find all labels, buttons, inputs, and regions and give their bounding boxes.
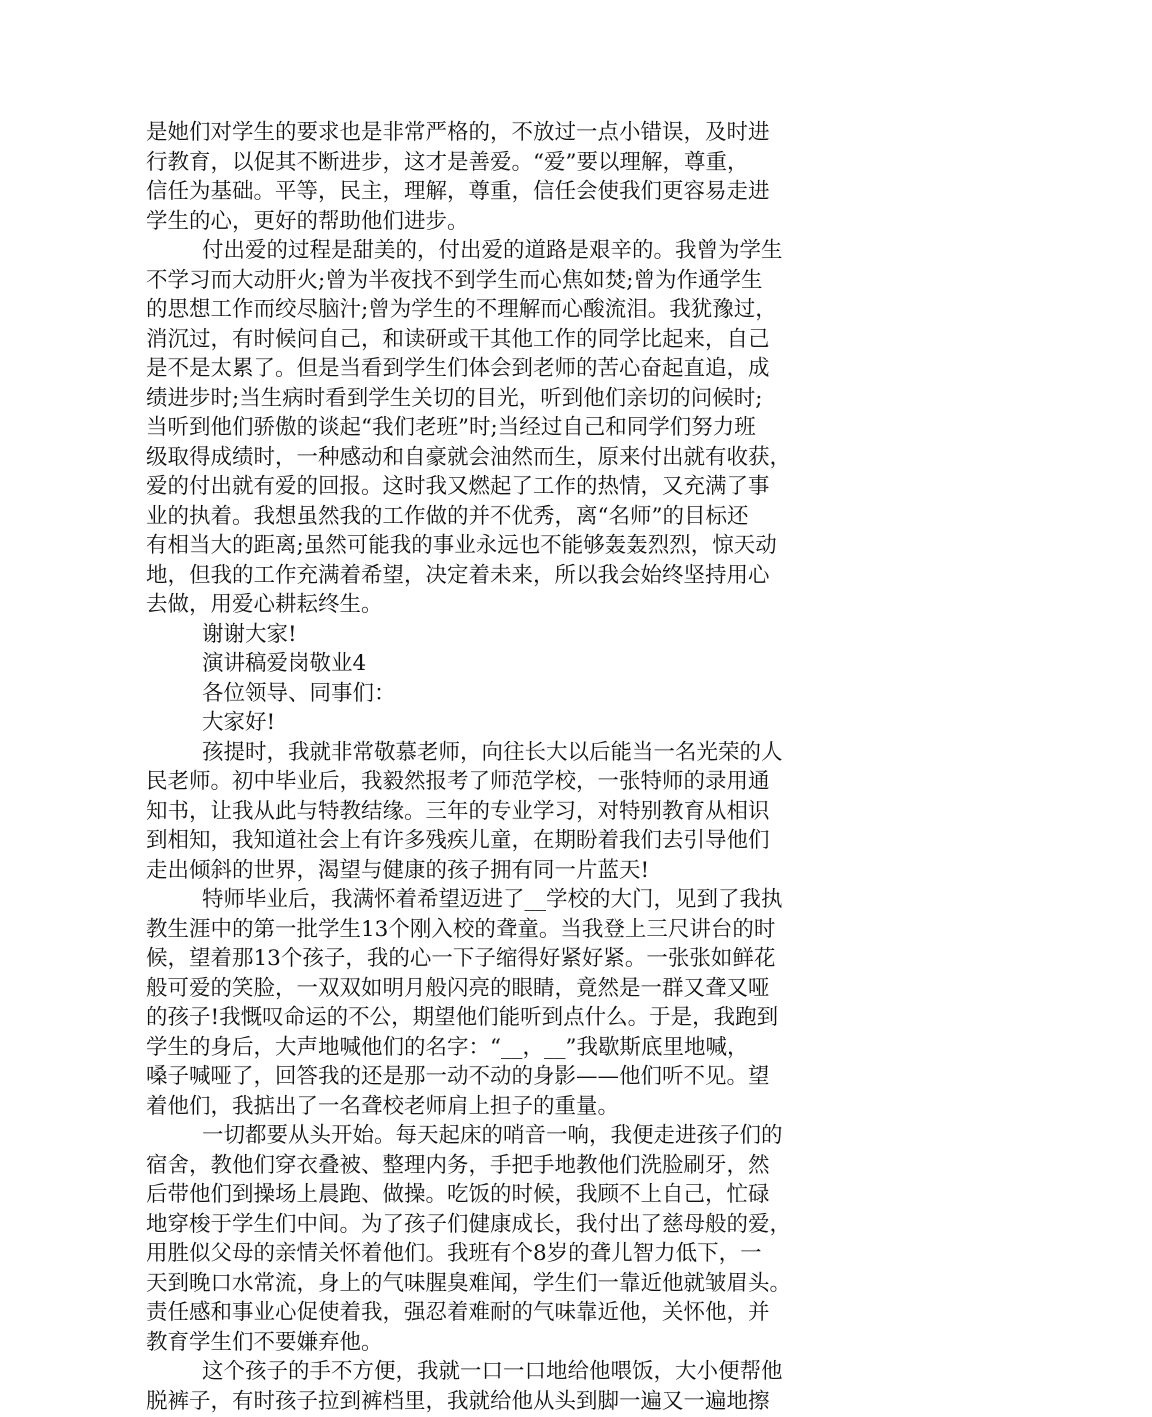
paragraph-first-line: 特师毕业后，我满怀着希望迈进了__学校的大门，见到了我执 [202, 887, 783, 912]
paragraph-first-line: 各位领导、同事们： [202, 680, 396, 706]
text-line: 绩进步时;当生病时看到学生关切的目光，听到他们亲切的问候时; [146, 385, 763, 411]
text-line: 后带他们到操场上晨跑、做操。吃饭的时候，我顾不上自己，忙碌 [146, 1182, 770, 1207]
text-line: 地，但我的工作充满着希望，决定着未来，所以我会始终坚持用心 [146, 562, 770, 588]
text-line: 信任为基础。平等，民主，理解，尊重，信任会使我们更容易走进 [146, 179, 770, 204]
text-line: 消沉过，有时候问自己，和读研或干其他工作的同学比起来，自己 [146, 326, 770, 352]
text-line: 的孩子!我慨叹命运的不公，期望他们能听到点什么。于是，我跑到 [146, 1005, 779, 1030]
text-line: 不学习而大动肝火;曾为半夜找不到学生而心焦如焚;曾为作通学生 [146, 267, 763, 293]
text-line: 去做，用爱心耕耘终生。 [146, 592, 383, 617]
text-line: 教生涯中的第一批学生13个刚入校的聋童。当我登上三尺讲台的时 [146, 916, 776, 942]
text-line: 行教育，以促其不断进步，这才是善爱。“爱”要以理解，尊重， [146, 149, 749, 175]
paragraph-first-line: 大家好! [202, 710, 276, 735]
text-line: 是她们对学生的要求也是非常严格的，不放过一点小错误，及时进 [146, 120, 770, 145]
text-line: 用胜似父母的亲情关怀着他们。我班有个8岁的聋儿智力低下，一 [146, 1241, 762, 1266]
text-line: 天到晚口水常流，身上的气味腥臭难闻，学生们一靠近他就皱眉头。 [146, 1270, 792, 1296]
paragraph-first-line: 这个孩子的手不方便，我就一口一口地给他喂饭，大小便帮他 [202, 1359, 783, 1384]
paragraph-first-line: 谢谢大家! [202, 621, 297, 647]
text-line: 学生的身后，大声地喊他们的名字：“__，__”我歇斯底里地喊， [146, 1034, 749, 1060]
text-line: 脱裤子，有时孩子拉到裤档里，我就给他从头到脚一遍又一遍地擦 [146, 1388, 770, 1414]
text-line: 业的执着。我想虽然我的工作做的并不优秀，离“名师”的目标还 [146, 503, 749, 529]
text-line: 宿舍，教他们穿衣叠被、整理内务，手把手地教他们洗脸刷牙，然 [146, 1152, 770, 1178]
text-line: 是不是太累了。但是当看到学生们体会到老师的苦心奋起直追，成 [146, 356, 770, 381]
text-line: 嗓子喊哑了，回答我的还是那一动不动的身影——他们听不见。望 [146, 1064, 770, 1089]
text-line: 地穿梭于学生们中间。为了孩子们健康成长，我付出了慈母般的爱， [146, 1211, 792, 1237]
text-line: 知书，让我从此与特教结缘。三年的专业学习，对特别教育从相识 [146, 798, 770, 824]
text-line: 着他们，我掂出了一名聋校老师肩上担子的重量。 [146, 1093, 620, 1119]
text-line: 学生的心，更好的帮助他们进步。 [146, 208, 469, 234]
text-line: 有相当大的距离;虽然可能我的事业永远也不能够轰轰烈烈，惊天动 [146, 533, 777, 558]
paragraph-first-line: 一切都要从头开始。每天起床的哨音一响，我便走进孩子们的 [202, 1123, 783, 1148]
text-line: 到相知，我知道社会上有许多残疾儿童，在期盼着我们去引导他们 [146, 828, 770, 853]
text-line: 民老师。初中毕业后，我毅然报考了师范学校，一张特师的录用通 [146, 769, 770, 794]
paragraph-first-line: 付出爱的过程是甜美的，付出爱的道路是艰辛的。我曾为学生 [202, 238, 783, 263]
text-line: 教育学生们不要嫌弃他。 [146, 1329, 383, 1355]
text-line: 走出倾斜的世界，渴望与健康的孩子拥有同一片蓝天! [146, 857, 650, 883]
text-line: 当听到他们骄傲的谈起“我们老班”时;当经过自己和同学们努力班 [146, 415, 756, 440]
text-line: 的思想工作而绞尽脑汁;曾为学生的不理解而心酸流泪。我犹豫过， [146, 297, 777, 322]
text-line: 级取得成绩时，一种感动和自豪就会油然而生，原来付出就有收获， [146, 444, 792, 470]
text-line: 般可爱的笑脸，一双双如明月般闪亮的眼睛，竟然是一群又聋又哑 [146, 975, 770, 1001]
text-line: 候，望着那13个孩子，我的心一下子缩得好紧好紧。一张张如鲜花 [146, 946, 776, 971]
paragraph-first-line: 孩提时，我就非常敬慕老师，向往长大以后能当一名光荣的人 [202, 739, 783, 765]
paragraph-first-line: 演讲稿爱岗敬业4 [202, 651, 367, 676]
text-line: 责任感和事业心促使着我，强忍着难耐的气味靠近他，关怀他，并 [146, 1300, 770, 1325]
text-line: 爱的付出就有爱的回报。这时我又燃起了工作的热情，又充满了事 [146, 474, 770, 499]
